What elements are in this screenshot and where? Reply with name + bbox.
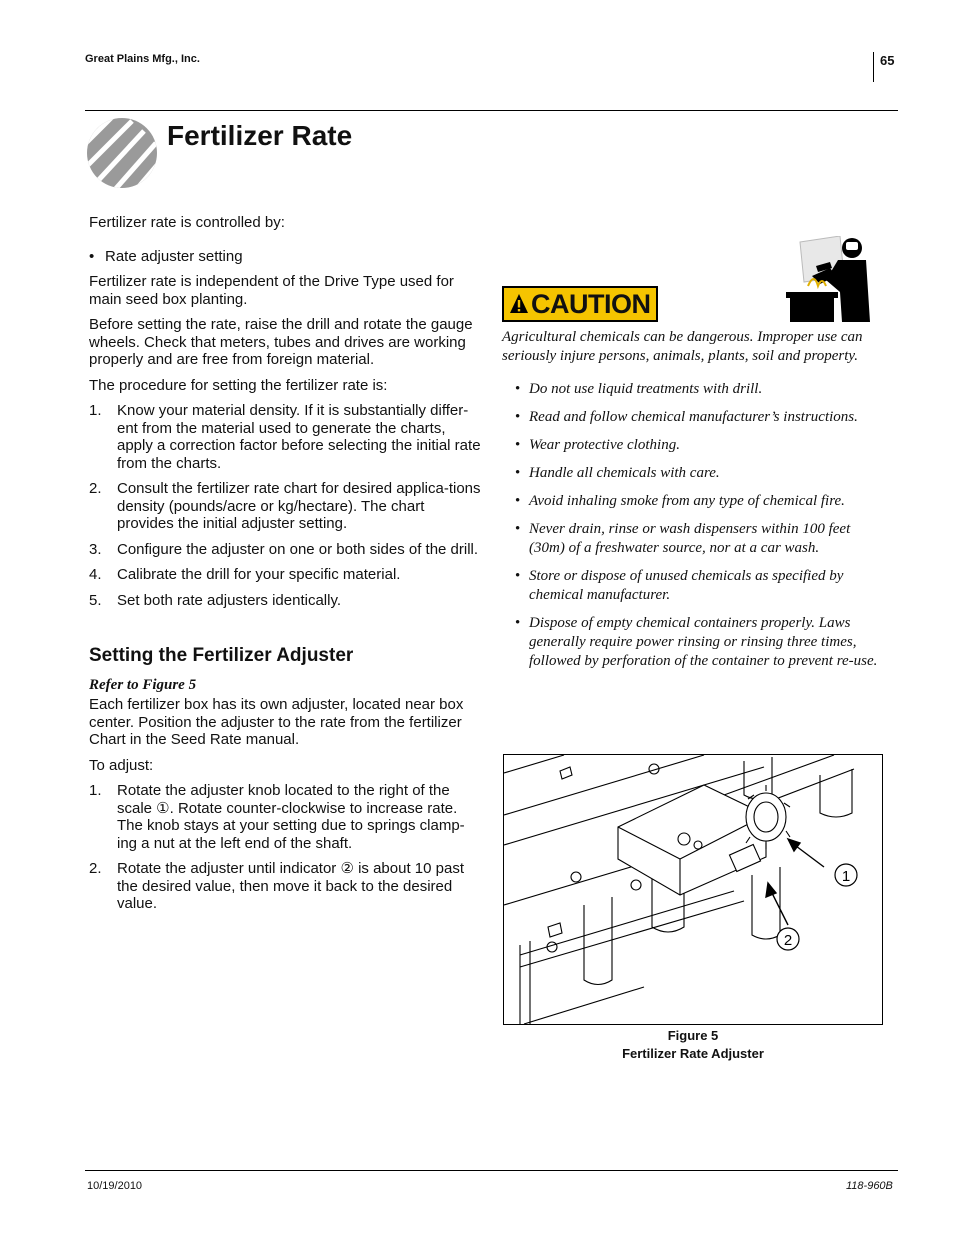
figure-title: Fertilizer Rate Adjuster <box>622 1046 764 1061</box>
list-item: 2. Consult the fertilizer rate chart for desired applica-tions density (pounds/acre or kg/hectare). The chart provides the initial adjuster setting. <box>89 480 481 532</box>
adjust-list <box>89 782 481 913</box>
caution-item: • Wear protective clothing. <box>502 436 887 455</box>
page-title: Fertilizer Rate <box>167 120 353 151</box>
caution-label <box>502 286 658 322</box>
caution-text-block <box>502 328 887 680</box>
callout-1-label: 1 <box>841 868 851 885</box>
caution-item: • Avoid inhaling smoke from any type of chemical fire. <box>502 492 887 511</box>
list-item: 4. Calibrate the drill for your specific material. <box>89 566 401 583</box>
paragraph: Fertilizer rate is independent of the Drive Type used for main seed box planting. <box>89 273 454 308</box>
figure-reference: Refer to Figure 5 <box>89 676 197 693</box>
caution-text: CAUTION <box>531 289 651 319</box>
header-rule <box>85 110 898 111</box>
caution-item: • Do not use liquid treatments with drill. <box>502 380 887 399</box>
list-item: 5. Set both rate adjusters identically. <box>89 591 342 609</box>
caution-item: • Never drain, rinse or wash dispensers within 100 feet (30m) of a freshwater source, nor at a car wash. <box>502 520 887 558</box>
paragraph: Each fertilizer box has its own adjuster, located near box center. Position the adjuster to the rate from the fertilizer Chart in the Seed Rate manual. <box>89 696 464 748</box>
caution-intro: Agricultural chemicals can be dangerous. Improper use can seriously injure persons, animals, plants, soil and property. <box>502 329 863 364</box>
figure-caption <box>503 1027 883 1063</box>
caution-item: • Handle all chemicals with care. <box>502 464 887 483</box>
left-column <box>89 214 481 921</box>
figure-illustration <box>503 754 883 1025</box>
figure-number: Figure 5 <box>667 1028 719 1043</box>
paragraph: To adjust: <box>89 756 154 774</box>
list-item: 3. Configure the adjuster on one or both sides of the drill. <box>89 540 479 558</box>
intro-text: Fertilizer rate is controlled by: <box>89 214 285 231</box>
footer-doc-number: 118-960B <box>846 1180 893 1192</box>
section-heading: Setting the Fertilizer Adjuster <box>89 645 354 666</box>
caution-item: • Store or dispose of unused chemicals as specified by chemical manufacturer. <box>502 567 887 605</box>
procedure-list <box>89 402 481 609</box>
list-item: 1. Know your material density. If it is substantially differ-ent from the material used to generate the charts, apply a correction factor before selecting the initial rate from the charts. <box>89 402 481 472</box>
section-logo-icon <box>86 117 158 194</box>
chemical-hazard-pictogram <box>786 236 872 329</box>
list-item: • Rate adjuster setting <box>89 248 481 266</box>
list-item: 2. Rotate the adjuster until indicator ② is about 10 past the desired value, then move it back to the desired value. <box>89 860 464 912</box>
caution-item: • Dispose of empty chemical containers properly. Laws generally require power rinsing or rinsing three times, followed by perforation of the container to prevent re-use. <box>502 614 887 671</box>
paragraph: The procedure for setting the fertilizer rate is: <box>89 376 388 394</box>
adjuster-drawing <box>504 755 882 1024</box>
callout-2-label: 2 <box>783 932 793 949</box>
paragraph: Before setting the rate, raise the drill and rotate the gauge wheels. Check that meters, tubes and drives are working properly and are free from foreign material. <box>89 316 473 368</box>
company-name: Great Plains Mfg., Inc. <box>85 53 200 65</box>
list-item: 1. Rotate the adjuster knob located to the right of the scale ①. Rotate counter-clockwise to increase rate. The knob stays at your setting due to springs clamp-ing a nut at the left end of the shaft. <box>89 782 465 852</box>
footer-date: 10/19/2010 <box>87 1180 143 1192</box>
page-number-divider <box>873 52 874 82</box>
page-number: 65 <box>880 53 895 68</box>
footer-rule <box>85 1170 898 1171</box>
caution-item: • Read and follow chemical manufacturer’s instructions. <box>502 408 887 427</box>
warning-triangle-icon <box>509 293 529 315</box>
